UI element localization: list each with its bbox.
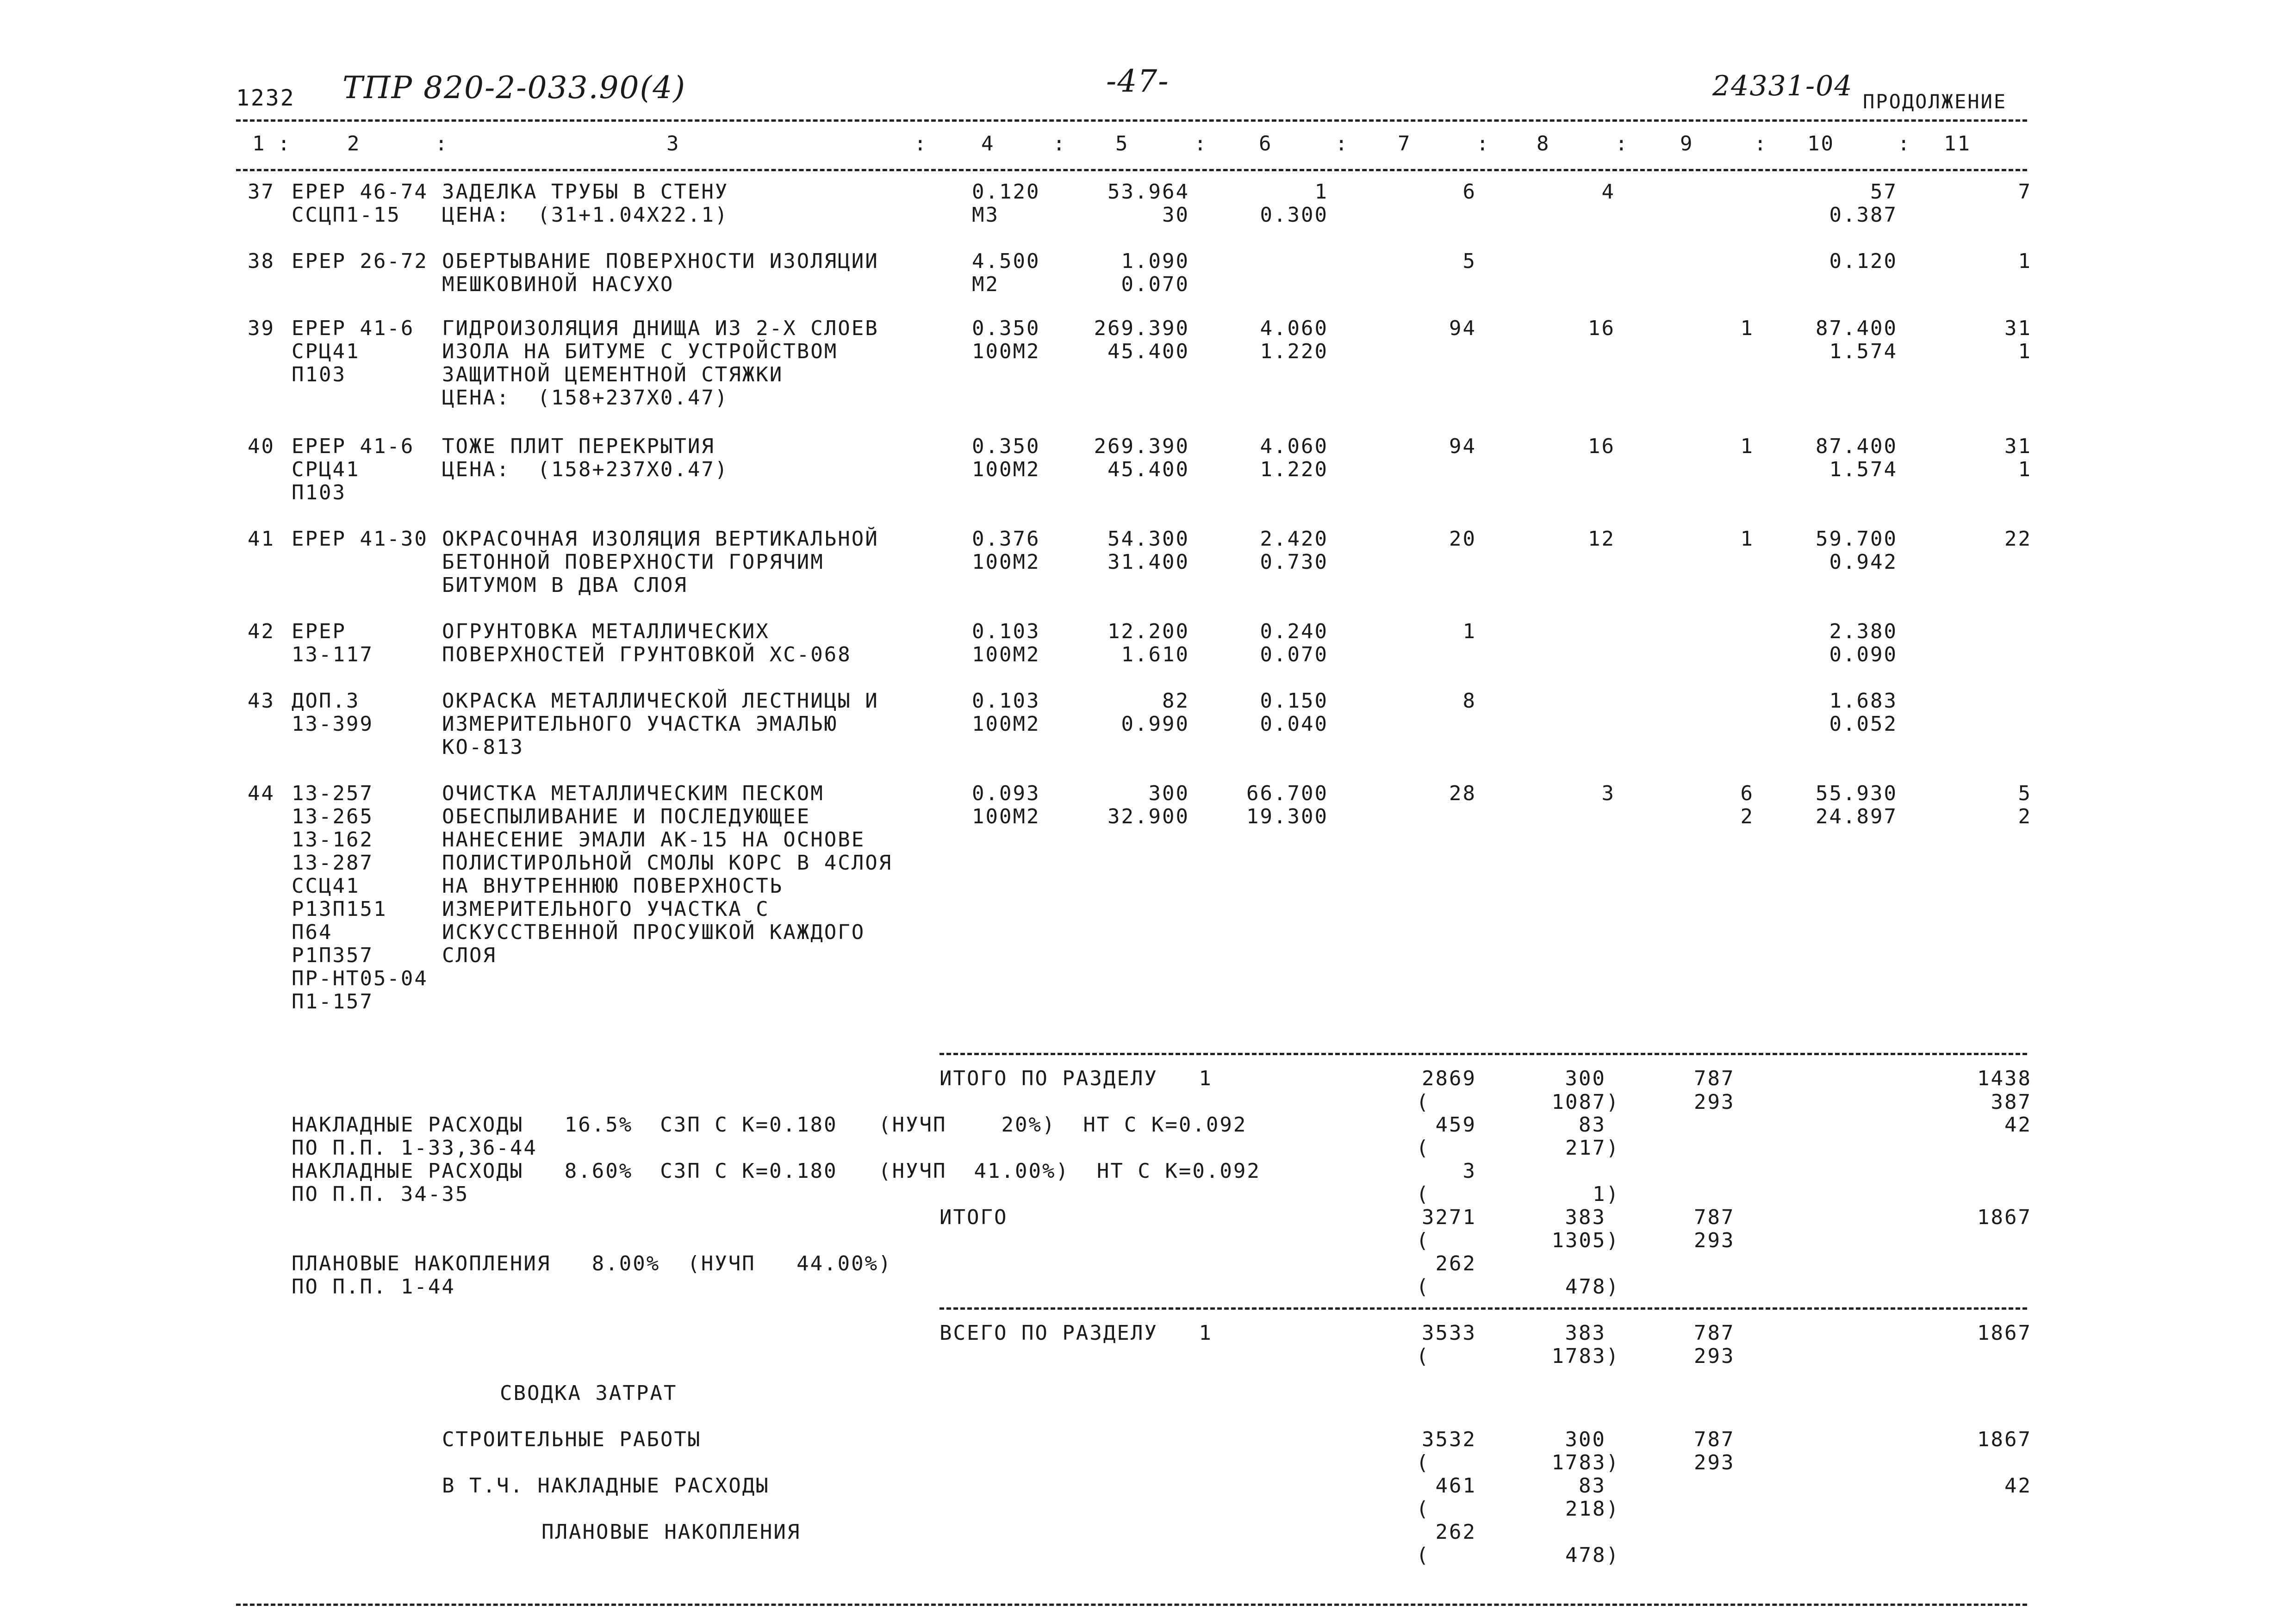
total-p7: ( xyxy=(1416,1090,1430,1114)
cell-c8: 12 xyxy=(1588,527,1615,551)
cell-desc: ГИДРОИЗОЛЯЦИЯ ДНИЩА ИЗ 2-Х СЛОЕВ ИЗОЛА НА БИТУМЕ С УСТРОЙСТВОМ ЗАЩИТНОЙ ЦЕМЕНТНОЙ СТЯЖКИ ЦЕНА: (158+237Х0.47) xyxy=(442,317,879,410)
cell-code: 13-257 13-265 13-162 13-287 ССЦ41 Р13П151 П64 Р1П357 ПР-НТ05-04 П1-157 xyxy=(292,782,428,1014)
cell-c5: 269.390 45.400 xyxy=(1094,435,1189,481)
sum-p7: ( xyxy=(1416,1229,1430,1252)
total-c8: 300 xyxy=(1565,1067,1606,1090)
section-total-label: ИТОГО ПО РАЗДЕЛУ 1 xyxy=(940,1067,1213,1090)
cell-c4: 0.350 100М2 xyxy=(972,435,1040,481)
cell-c9: 1 xyxy=(1740,527,1754,551)
column-header-10: 10 xyxy=(1807,132,1835,155)
grand-p9: 293 xyxy=(1694,1344,1735,1368)
cell-desc: ОГРУНТОВКА МЕТАЛЛИЧЕСКИХ ПОВЕРХНОСТЕЙ ГРУНТОВКОЙ ХС-068 xyxy=(442,620,852,666)
page-number: -47- xyxy=(1106,63,1170,99)
column-header-6: 6 xyxy=(1259,132,1273,155)
cs-overhead-c7: 461 xyxy=(1435,1474,1476,1498)
cell-c4: 0.376 100М2 xyxy=(972,527,1040,574)
cell-code: ЕРЕР 41-30 xyxy=(292,527,428,551)
cell-c5: 269.390 45.400 xyxy=(1094,317,1189,363)
overhead-1-p7: ( xyxy=(1416,1136,1430,1160)
planned-label: ПЛАНОВЫЕ НАКОПЛЕНИЯ 8.00% (НУЧП 44.00%) xyxy=(292,1252,892,1275)
total-c7: 2869 xyxy=(1422,1067,1476,1090)
page-ref: 1232 xyxy=(236,85,295,111)
column-separator: : xyxy=(1898,132,1911,155)
column-separator: : xyxy=(1194,132,1208,155)
cs-planned-label: ПЛАНОВЫЕ НАКОПЛЕНИЯ xyxy=(541,1520,801,1544)
cell-c10: 87.400 1.574 xyxy=(1816,317,1898,363)
cell-desc: ТОЖЕ ПЛИТ ПЕРЕКРЫТИЯ ЦЕНА: (158+237Х0.47) xyxy=(442,435,729,481)
cell-c8: 16 xyxy=(1588,317,1615,340)
cs-planned-p7: ( xyxy=(1416,1543,1430,1567)
sum-c9: 787 xyxy=(1694,1206,1735,1229)
overhead-1-c11: 42 xyxy=(2004,1113,2032,1137)
planned-c7: 262 xyxy=(1435,1252,1476,1275)
column-separator: : xyxy=(1335,132,1349,155)
cell-c9: 1 xyxy=(1740,435,1754,458)
cell-c5: 54.300 31.400 xyxy=(1108,527,1189,574)
cell-c5: 1.090 0.070 xyxy=(1121,249,1189,296)
cell-c6: 0.240 0.070 xyxy=(1260,620,1328,666)
cell-c10: 87.400 1.574 xyxy=(1816,435,1898,481)
grand-p7: ( xyxy=(1416,1344,1430,1368)
column-separator: : xyxy=(435,132,449,155)
overhead-2-p8: 1) xyxy=(1593,1182,1620,1206)
construction-c8: 300 xyxy=(1565,1428,1606,1451)
cell-code: ЕРЕР 26-72 xyxy=(292,249,428,273)
overhead-1-c7: 459 xyxy=(1435,1113,1476,1137)
cell-c10: 57 0.387 xyxy=(1829,180,1898,227)
overhead-2-p7: ( xyxy=(1416,1182,1430,1206)
construction-p9: 293 xyxy=(1694,1451,1735,1474)
cell-c7: 8 xyxy=(1462,689,1476,713)
overhead-2-label: НАКЛАДНЫЕ РАСХОДЫ 8.60% СЗП С К=0.180 (НУЧП 41.00%) НТ С К=0.092 xyxy=(292,1159,1261,1183)
cell-c8: 4 xyxy=(1601,180,1615,204)
cell-c11: 22 xyxy=(2004,527,2032,551)
overhead-2-scope: ПО П.П. 34-35 xyxy=(292,1182,469,1206)
cell-code: ДОП.3 13-399 xyxy=(292,689,373,736)
document-code: ТПР 820-2-033.90(4) xyxy=(342,70,686,106)
cell-c11: 1 xyxy=(2018,249,2032,273)
cell-c10: 1.683 0.052 xyxy=(1829,689,1898,736)
cell-c11: 7 xyxy=(2018,180,2032,204)
overhead-1-label: НАКЛАДНЫЕ РАСХОДЫ 16.5% СЗП С К=0.180 (НУЧП 20%) НТ С К=0.092 xyxy=(292,1113,1247,1137)
sum-p9: 293 xyxy=(1694,1229,1735,1252)
cell-c9: 6 2 xyxy=(1740,782,1754,828)
overhead-1-c8: 83 xyxy=(1579,1113,1606,1137)
cell-c6: 4.060 1.220 xyxy=(1260,435,1328,481)
cell-id: 37 xyxy=(248,180,275,204)
cs-overhead-p8: 218) xyxy=(1565,1497,1620,1521)
cell-desc: ЗАДЕЛКА ТРУБЫ В СТЕНУ ЦЕНА: (31+1.04Х22.1) xyxy=(442,180,729,227)
footer-rule xyxy=(236,1604,2027,1606)
continued-label: ПРОДОЛЖЕНИЕ xyxy=(1863,90,2007,113)
cell-c11: 5 2 xyxy=(2018,782,2032,828)
cell-c10: 0.120 xyxy=(1829,249,1898,273)
cell-c8: 3 xyxy=(1601,782,1615,805)
sum-c7: 3271 xyxy=(1422,1206,1476,1229)
cell-c4: 4.500 М2 xyxy=(972,249,1040,296)
cell-code: ЕРЕР 46-74 ССЦП1-15 xyxy=(292,180,428,227)
sum-c11: 1867 xyxy=(1977,1206,2032,1229)
cell-desc: ОБЕРТЫВАНИЕ ПОВЕРХНОСТИ ИЗОЛЯЦИИ МЕШКОВИНОЙ НАСУХО xyxy=(442,249,879,296)
grand-p8: 1783) xyxy=(1551,1344,1620,1368)
cell-desc: ОКРАСКА МЕТАЛЛИЧЕСКОЙ ЛЕСТНИЦЫ И ИЗМЕРИТЕЛЬНОГО УЧАСТКА ЭМАЛЬЮ КО-813 xyxy=(442,689,879,759)
planned-p7: ( xyxy=(1416,1275,1430,1299)
sheet-code: 24331-04 xyxy=(1712,70,1853,102)
column-separator: : xyxy=(1615,132,1629,155)
cs-overhead-c8: 83 xyxy=(1579,1474,1606,1498)
cell-c7: 28 xyxy=(1449,782,1476,805)
cell-id: 42 xyxy=(248,620,275,643)
total-p8: 1087) xyxy=(1551,1090,1620,1114)
cell-id: 41 xyxy=(248,527,275,551)
cell-c7: 94 xyxy=(1449,317,1476,340)
cs-planned-p8: 478) xyxy=(1565,1543,1620,1567)
column-separator: : xyxy=(278,132,292,155)
cell-code: ЕРЕР 41-6 СРЦ41 П103 xyxy=(292,435,415,504)
grand-rule xyxy=(940,1307,2027,1310)
cell-c6: 66.700 19.300 xyxy=(1246,782,1328,828)
cost-summary-title: СВОДКА ЗАТРАТ xyxy=(500,1381,678,1405)
cell-id: 43 xyxy=(248,689,275,713)
column-header-1: 1 xyxy=(252,132,266,155)
cell-id: 40 xyxy=(248,435,275,458)
total-p9: 293 xyxy=(1694,1090,1735,1114)
column-header-3: 3 xyxy=(666,132,680,155)
construction-c11: 1867 xyxy=(1977,1428,2032,1451)
planned-p8: 478) xyxy=(1565,1275,1620,1299)
cell-c7: 6 xyxy=(1462,180,1476,204)
cs-planned-c7: 262 xyxy=(1435,1520,1476,1544)
cell-c5: 53.964 30 xyxy=(1108,180,1189,227)
cell-code: ЕРЕР 41-6 СРЦ41 П103 xyxy=(292,317,415,386)
cell-id: 44 xyxy=(248,782,275,805)
cell-c4: 0.103 100М2 xyxy=(972,689,1040,736)
column-separator: : xyxy=(1053,132,1067,155)
cell-id: 39 xyxy=(248,317,275,340)
cell-c10: 55.930 24.897 xyxy=(1816,782,1898,828)
cs-overhead-c11: 42 xyxy=(2004,1474,2032,1498)
cell-c10: 2.380 0.090 xyxy=(1829,620,1898,666)
cell-c7: 1 xyxy=(1462,620,1476,643)
column-header-2: 2 xyxy=(347,132,361,155)
cell-c4: 0.103 100М2 xyxy=(972,620,1040,666)
grand-c8: 383 xyxy=(1565,1321,1606,1345)
cell-c5: 300 32.900 xyxy=(1108,782,1189,828)
overhead-1-scope: ПО П.П. 1-33,36-44 xyxy=(292,1136,537,1160)
cs-overhead-p7: ( xyxy=(1416,1497,1430,1521)
cell-c11: 31 1 xyxy=(2004,435,2032,481)
cell-c7: 20 xyxy=(1449,527,1476,551)
header-rule-bottom xyxy=(236,169,2027,171)
cell-c9: 1 xyxy=(1740,317,1754,340)
sum-p8: 1305) xyxy=(1551,1229,1620,1252)
total-c11: 1438 xyxy=(1977,1067,2032,1090)
construction-p8: 1783) xyxy=(1551,1451,1620,1474)
column-header-4: 4 xyxy=(981,132,995,155)
cell-desc: ОЧИСТКА МЕТАЛЛИЧЕСКИМ ПЕСКОМ ОБЕСПЫЛИВАНИЕ И ПОСЛЕДУЮЩЕЕ НАНЕСЕНИЕ ЭМАЛИ АК-15 НА ОСНОВЕ ПОЛИСТИРОЛЬНОЙ СМОЛЫ КОРС В 4СЛОЯ НА ВНУТРЕННЮЮ ПОВЕРХНОСТЬ ИЗМЕРИТЕЛЬНОГО УЧАСТКА С ИСКУССТВЕННОЙ ПРОСУШКОЙ КАЖДОГО СЛОЯ xyxy=(442,782,893,967)
column-header-9: 9 xyxy=(1680,132,1694,155)
cell-c6: 4.060 1.220 xyxy=(1260,317,1328,363)
cell-c5: 12.200 1.610 xyxy=(1108,620,1189,666)
cell-c11: 31 1 xyxy=(2004,317,2032,363)
cell-code: ЕРЕР 13-117 xyxy=(292,620,373,666)
column-header-7: 7 xyxy=(1398,132,1412,155)
cell-c6: 1 0.300 xyxy=(1260,180,1328,227)
column-header-5: 5 xyxy=(1115,132,1129,155)
overhead-2-c7: 3 xyxy=(1462,1159,1476,1183)
grand-c11: 1867 xyxy=(1977,1321,2032,1345)
column-separator: : xyxy=(1476,132,1490,155)
construction-label: СТРОИТЕЛЬНЫЕ РАБОТЫ xyxy=(442,1428,702,1451)
cs-overhead-label: В Т.Ч. НАКЛАДНЫЕ РАСХОДЫ xyxy=(442,1474,770,1498)
cell-c4: 0.350 100М2 xyxy=(972,317,1040,363)
sum-c8: 383 xyxy=(1565,1206,1606,1229)
cell-c6: 0.150 0.040 xyxy=(1260,689,1328,736)
total-p11: 387 xyxy=(1991,1090,2032,1114)
cell-desc: ОКРАСОЧНАЯ ИЗОЛЯЦИЯ ВЕРТИКАЛЬНОЙ БЕТОННОЙ ПОВЕРХНОСТИ ГОРЯЧИМ БИТУМОМ В ДВА СЛОЯ xyxy=(442,527,879,597)
total-label: ИТОГО xyxy=(940,1206,1008,1229)
grand-c7: 3533 xyxy=(1422,1321,1476,1345)
overhead-1-p8: 217) xyxy=(1565,1136,1620,1160)
cell-c4: 0.120 М3 xyxy=(972,180,1040,227)
column-separator: : xyxy=(914,132,928,155)
header-rule-top xyxy=(236,119,2027,122)
cell-c10: 59.700 0.942 xyxy=(1816,527,1898,574)
cell-c5: 82 0.990 xyxy=(1121,689,1189,736)
column-separator: : xyxy=(1754,132,1768,155)
planned-scope: ПО П.П. 1-44 xyxy=(292,1275,455,1299)
construction-c7: 3532 xyxy=(1422,1428,1476,1451)
cell-c7: 5 xyxy=(1462,249,1476,273)
cell-c8: 16 xyxy=(1588,435,1615,458)
column-header-8: 8 xyxy=(1537,132,1550,155)
cell-c4: 0.093 100М2 xyxy=(972,782,1040,828)
grand-total-label: ВСЕГО ПО РАЗДЕЛУ 1 xyxy=(940,1321,1213,1345)
section-rule xyxy=(940,1053,2027,1055)
column-header-11: 11 xyxy=(1944,132,1971,155)
construction-c9: 787 xyxy=(1694,1428,1735,1451)
cell-c7: 94 xyxy=(1449,435,1476,458)
total-c9: 787 xyxy=(1694,1067,1735,1090)
construction-p7: ( xyxy=(1416,1451,1430,1474)
grand-c9: 787 xyxy=(1694,1321,1735,1345)
cell-c6: 2.420 0.730 xyxy=(1260,527,1328,574)
cell-id: 38 xyxy=(248,249,275,273)
